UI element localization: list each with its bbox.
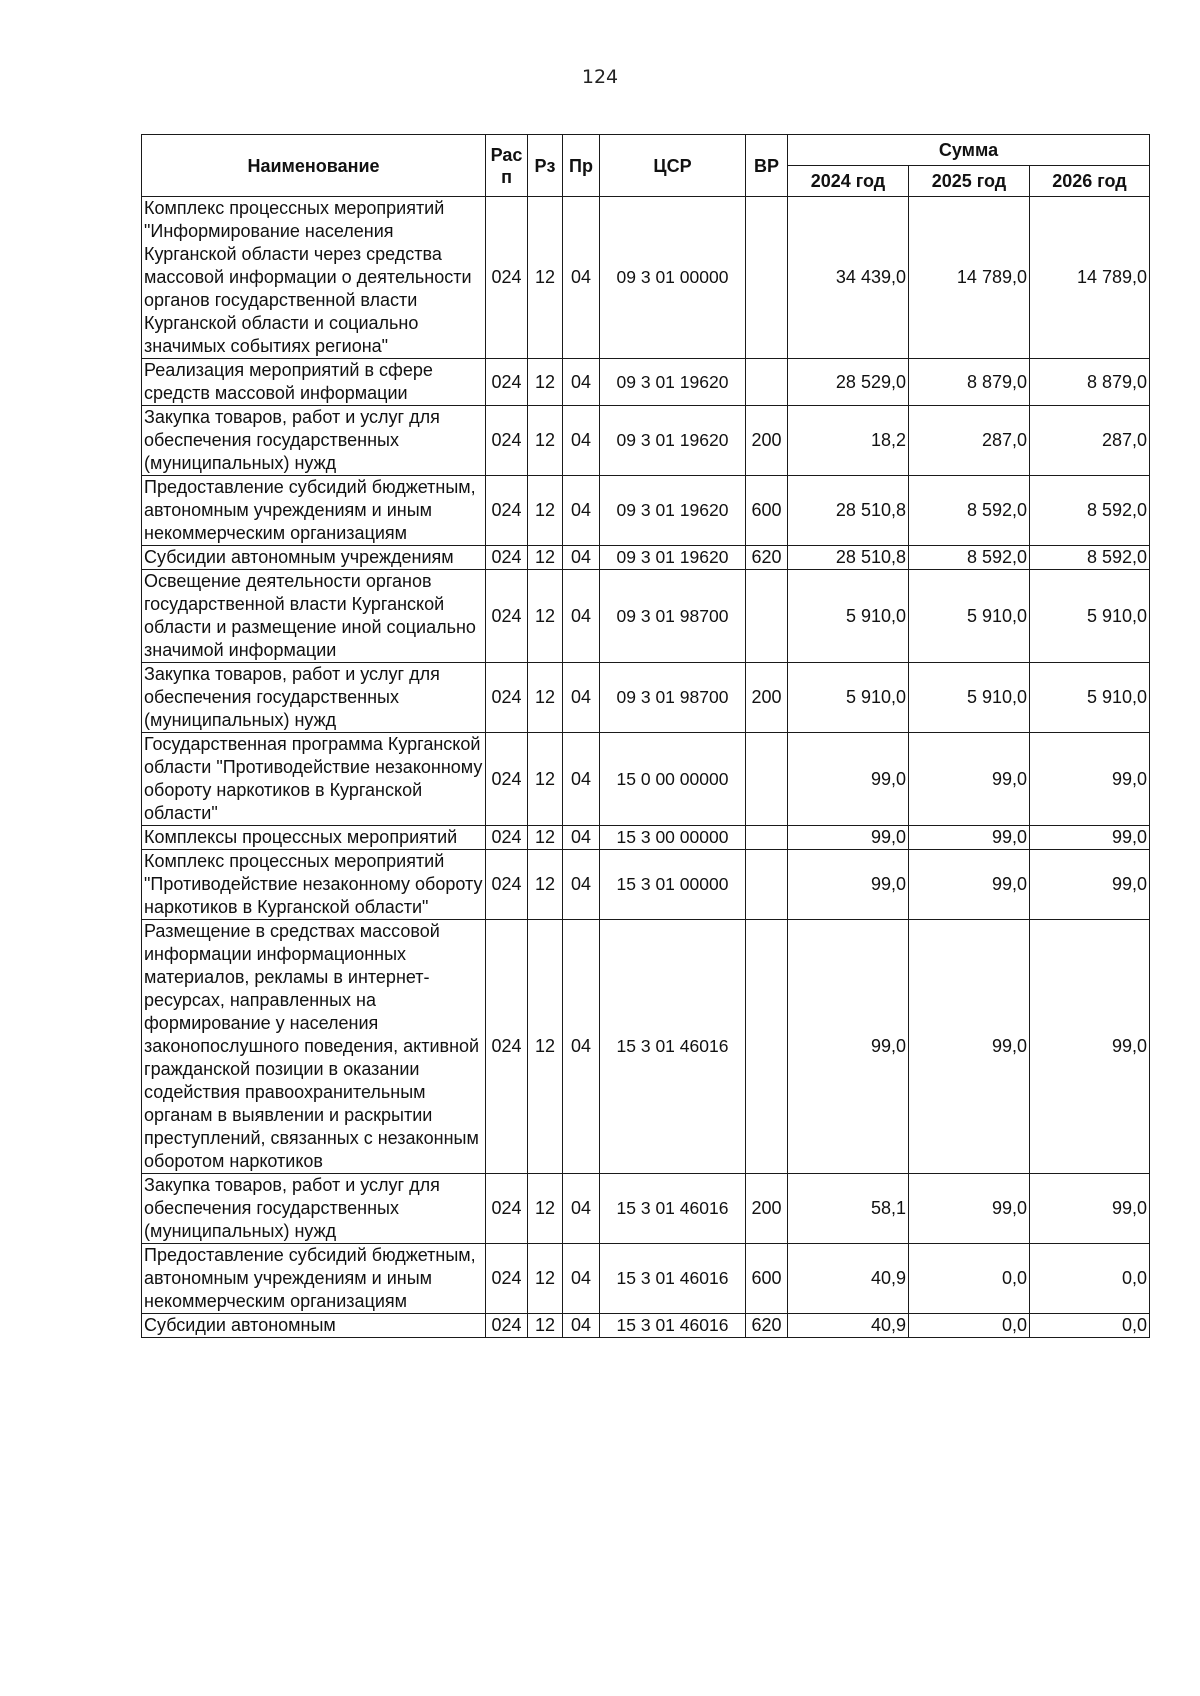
row-rasp: 024 [486, 663, 528, 733]
row-name: Предоставление субсидий бюджетным, автономным учреждениям и иным некоммерческим организациям [142, 476, 486, 546]
table-row [142, 546, 1150, 570]
row-csr: 15 0 00 00000 [600, 733, 746, 826]
row-rz: 12 [528, 406, 563, 476]
row-rz: 12 [528, 1314, 563, 1338]
row-name: Комплексы процессных мероприятий [142, 826, 486, 850]
row-rasp: 024 [486, 546, 528, 570]
row-amount-2025: 14 789,0 [909, 197, 1030, 359]
row-amount-2024: 28 529,0 [788, 359, 909, 406]
row-name: Закупка товаров, работ и услуг для обеспечения государственных (муниципальных) нужд [142, 406, 486, 476]
row-csr: 15 3 01 46016 [600, 1244, 746, 1314]
row-name: Государственная программа Курганской области "Противодействие незаконному обороту наркотиков в Курганской области" [142, 733, 486, 826]
row-amount-2025: 99,0 [909, 1174, 1030, 1244]
row-name: Субсидии автономным учреждениям [142, 546, 486, 570]
row-pr: 04 [563, 733, 600, 826]
row-vr: 600 [746, 476, 788, 546]
row-rz: 12 [528, 197, 563, 359]
row-amount-2025: 0,0 [909, 1314, 1030, 1338]
table-header [142, 135, 1150, 197]
table-row [142, 663, 1150, 733]
row-amount-2026: 0,0 [1030, 1244, 1150, 1314]
row-name: Субсидии автономным [142, 1314, 486, 1338]
row-name: Реализация мероприятий в сфере средств массовой информации [142, 359, 486, 406]
row-amount-2024: 5 910,0 [788, 570, 909, 663]
row-name: Предоставление субсидий бюджетным, автономным учреждениям и иным некоммерческим организациям [142, 1244, 486, 1314]
row-name: Освещение деятельности органов государственной власти Курганской области и размещение иной социально значимой информации [142, 570, 486, 663]
row-amount-2026: 0,0 [1030, 1314, 1150, 1338]
header-year-2025: 2025 год [909, 166, 1030, 197]
row-rasp: 024 [486, 476, 528, 546]
table-body [142, 197, 1150, 1338]
row-csr: 09 3 01 19620 [600, 546, 746, 570]
row-amount-2026: 8 879,0 [1030, 359, 1150, 406]
row-pr: 04 [563, 197, 600, 359]
row-csr: 09 3 01 19620 [600, 359, 746, 406]
table-row [142, 850, 1150, 920]
table-row [142, 1314, 1150, 1338]
row-vr [746, 826, 788, 850]
row-csr: 15 3 01 46016 [600, 920, 746, 1174]
row-csr: 15 3 01 46016 [600, 1174, 746, 1244]
header-year-2026: 2026 год [1030, 166, 1150, 197]
row-amount-2025: 8 592,0 [909, 476, 1030, 546]
row-csr: 09 3 01 19620 [600, 406, 746, 476]
budget-table [141, 134, 1150, 1338]
table-row [142, 406, 1150, 476]
table-row [142, 826, 1150, 850]
row-csr: 09 3 01 98700 [600, 570, 746, 663]
row-name: Комплекс процессных мероприятий "Информирование населения Курганской области через средства массовой информации о деятельности органов государственной власти Курганской области и социально значимых событиях региона" [142, 197, 486, 359]
header-name: Наименование [142, 135, 486, 197]
row-amount-2025: 99,0 [909, 733, 1030, 826]
row-amount-2024: 40,9 [788, 1314, 909, 1338]
row-amount-2024: 99,0 [788, 733, 909, 826]
row-rasp: 024 [486, 1244, 528, 1314]
row-amount-2024: 58,1 [788, 1174, 909, 1244]
row-amount-2025: 99,0 [909, 920, 1030, 1174]
row-name: Комплекс процессных мероприятий "Противодействие незаконному обороту наркотиков в Курганской области" [142, 850, 486, 920]
header-rz: Рз [528, 135, 563, 197]
row-amount-2024: 34 439,0 [788, 197, 909, 359]
row-amount-2025: 99,0 [909, 826, 1030, 850]
row-pr: 04 [563, 546, 600, 570]
table-row [142, 920, 1150, 1174]
row-vr: 620 [746, 546, 788, 570]
row-amount-2026: 99,0 [1030, 850, 1150, 920]
row-rz: 12 [528, 733, 563, 826]
row-name: Закупка товаров, работ и услуг для обеспечения государственных (муниципальных) нужд [142, 1174, 486, 1244]
row-amount-2024: 99,0 [788, 920, 909, 1174]
row-amount-2025: 99,0 [909, 850, 1030, 920]
row-amount-2025: 0,0 [909, 1244, 1030, 1314]
row-pr: 04 [563, 476, 600, 546]
table-row [142, 359, 1150, 406]
row-csr: 09 3 01 19620 [600, 476, 746, 546]
row-rasp: 024 [486, 406, 528, 476]
row-amount-2025: 5 910,0 [909, 570, 1030, 663]
header-pr: Пр [563, 135, 600, 197]
row-csr: 09 3 01 98700 [600, 663, 746, 733]
row-amount-2026: 99,0 [1030, 826, 1150, 850]
row-rz: 12 [528, 546, 563, 570]
row-vr: 200 [746, 406, 788, 476]
table-row [142, 733, 1150, 826]
row-rasp: 024 [486, 1314, 528, 1338]
row-pr: 04 [563, 1244, 600, 1314]
row-rasp: 024 [486, 920, 528, 1174]
row-rz: 12 [528, 920, 563, 1174]
row-name: Размещение в средствах массовой информации информационных материалов, рекламы в интернет-ресурсах, направленных на формирование у населения законопослушного поведения, активной гражданской позиции в оказании содействия правоохранительным органам в выявлении и раскрытии преступлений, связанных с незаконным оборотом наркотиков [142, 920, 486, 1174]
row-rz: 12 [528, 359, 563, 406]
row-amount-2026: 8 592,0 [1030, 476, 1150, 546]
row-amount-2026: 99,0 [1030, 733, 1150, 826]
row-pr: 04 [563, 850, 600, 920]
row-pr: 04 [563, 406, 600, 476]
row-rasp: 024 [486, 850, 528, 920]
header-rasp: Рас п [486, 135, 528, 197]
row-rz: 12 [528, 826, 563, 850]
row-amount-2024: 99,0 [788, 850, 909, 920]
row-amount-2024: 28 510,8 [788, 546, 909, 570]
row-vr [746, 197, 788, 359]
row-amount-2025: 5 910,0 [909, 663, 1030, 733]
row-rasp: 024 [486, 826, 528, 850]
table-row [142, 1174, 1150, 1244]
row-vr: 200 [746, 663, 788, 733]
row-rasp: 024 [486, 570, 528, 663]
page-number: 124 [581, 66, 619, 88]
row-amount-2026: 5 910,0 [1030, 570, 1150, 663]
header-csr: ЦСР [600, 135, 746, 197]
row-amount-2026: 5 910,0 [1030, 663, 1150, 733]
row-pr: 04 [563, 826, 600, 850]
row-amount-2025: 287,0 [909, 406, 1030, 476]
row-amount-2026: 14 789,0 [1030, 197, 1150, 359]
header-sum: Сумма [788, 135, 1150, 166]
row-amount-2026: 99,0 [1030, 920, 1150, 1174]
row-vr [746, 850, 788, 920]
row-rasp: 024 [486, 197, 528, 359]
table-row [142, 197, 1150, 359]
row-rasp: 024 [486, 1174, 528, 1244]
row-amount-2024: 18,2 [788, 406, 909, 476]
row-amount-2025: 8 592,0 [909, 546, 1030, 570]
row-amount-2026: 99,0 [1030, 1174, 1150, 1244]
row-rasp: 024 [486, 733, 528, 826]
row-rasp: 024 [486, 359, 528, 406]
row-name: Закупка товаров, работ и услуг для обеспечения государственных (муниципальных) нужд [142, 663, 486, 733]
row-amount-2024: 28 510,8 [788, 476, 909, 546]
header-vr: ВР [746, 135, 788, 197]
row-pr: 04 [563, 359, 600, 406]
row-vr [746, 359, 788, 406]
row-amount-2024: 5 910,0 [788, 663, 909, 733]
row-amount-2026: 287,0 [1030, 406, 1150, 476]
row-rz: 12 [528, 1174, 563, 1244]
row-pr: 04 [563, 663, 600, 733]
row-rz: 12 [528, 476, 563, 546]
row-pr: 04 [563, 1174, 600, 1244]
row-amount-2024: 99,0 [788, 826, 909, 850]
row-vr: 600 [746, 1244, 788, 1314]
table-row [142, 570, 1150, 663]
row-csr: 15 3 01 46016 [600, 1314, 746, 1338]
row-rz: 12 [528, 1244, 563, 1314]
row-rz: 12 [528, 570, 563, 663]
row-csr: 09 3 01 00000 [600, 197, 746, 359]
header-year-2024: 2024 год [788, 166, 909, 197]
row-vr: 620 [746, 1314, 788, 1338]
row-vr [746, 570, 788, 663]
row-vr [746, 733, 788, 826]
row-csr: 15 3 00 00000 [600, 826, 746, 850]
table-row [142, 1244, 1150, 1314]
row-vr [746, 920, 788, 1174]
row-amount-2024: 40,9 [788, 1244, 909, 1314]
row-pr: 04 [563, 920, 600, 1174]
row-vr: 200 [746, 1174, 788, 1244]
row-pr: 04 [563, 570, 600, 663]
row-csr: 15 3 01 00000 [600, 850, 746, 920]
row-pr: 04 [563, 1314, 600, 1338]
row-amount-2026: 8 592,0 [1030, 546, 1150, 570]
row-rz: 12 [528, 663, 563, 733]
table-row [142, 476, 1150, 546]
row-amount-2025: 8 879,0 [909, 359, 1030, 406]
row-rz: 12 [528, 850, 563, 920]
